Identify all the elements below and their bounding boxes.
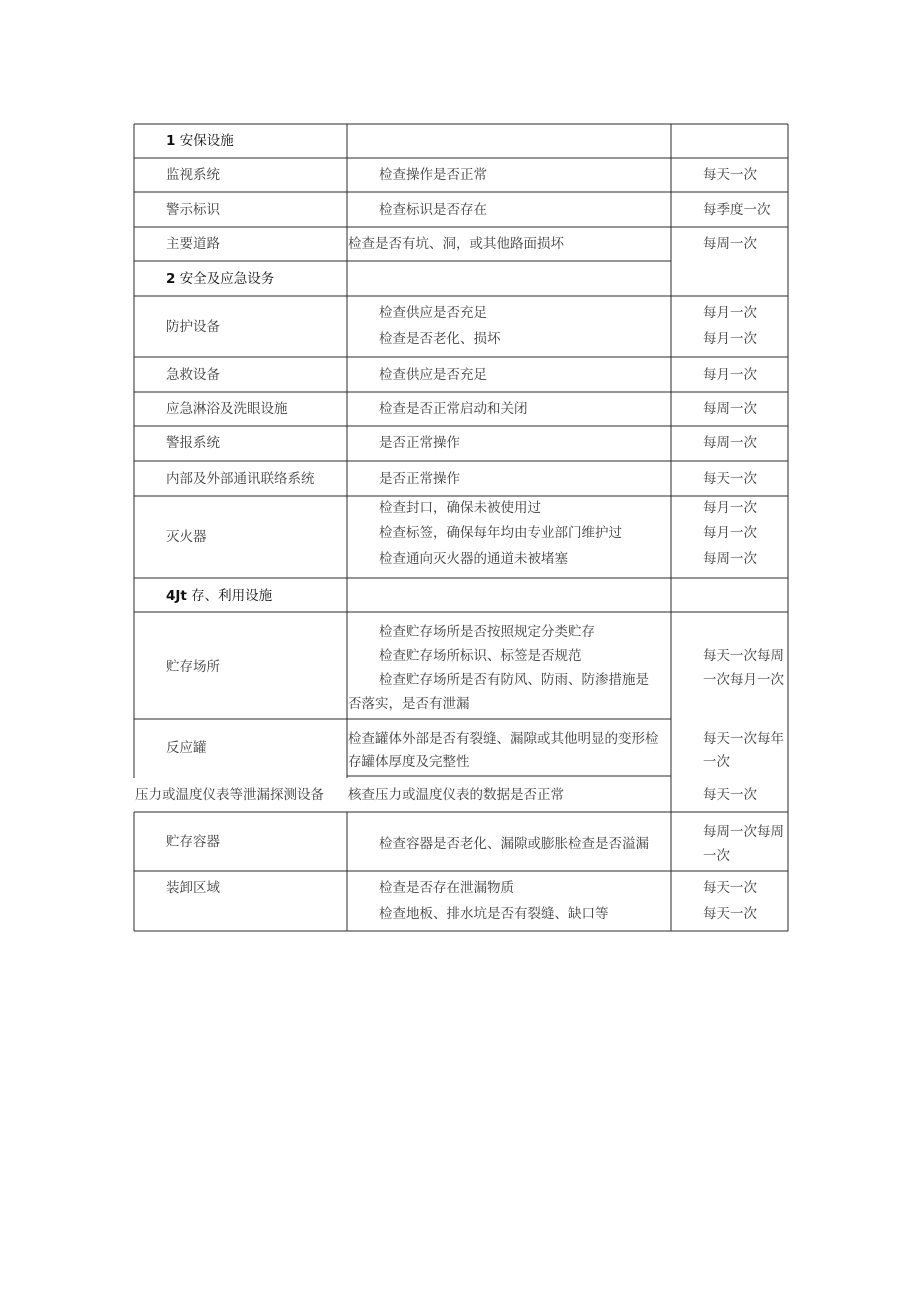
- check-cell: 检查是否存在泄漏物质: [379, 880, 514, 896]
- item-cell: 主要道路: [166, 236, 220, 252]
- check-cell: 检查容器是否老化、漏隙或膨胀检查是否溢漏: [379, 836, 649, 852]
- check-cell: 检查封口，确保未被使用过: [379, 500, 541, 516]
- check-cell: 检查供应是否充足: [379, 305, 487, 321]
- check-cell: 检查贮存场所是否有防风、防雨、防渗措施是: [379, 672, 649, 688]
- item-cell: 内部及外部通讯联络系统: [166, 471, 315, 487]
- frequency-cell: 每天一次: [703, 880, 757, 896]
- section-title: 安全及应急设务: [179, 271, 275, 287]
- section-number: 2: [166, 271, 176, 287]
- section-title: 存、利用设施: [191, 588, 273, 604]
- check-cell: 检查罐体外部是否有裂缝、漏隙或其他明显的变形检: [348, 731, 659, 747]
- check-cell: 是否正常操作: [379, 471, 460, 487]
- frequency-cell: 每天一次: [703, 471, 757, 487]
- frequency-cell: 每周一次: [703, 401, 757, 417]
- item-cell: 灭火器: [166, 529, 207, 545]
- section-title: 安保设施: [179, 133, 234, 149]
- check-cell: 检查贮存场所标识、标签是否规范: [379, 648, 582, 664]
- item-cell: 防护设备: [166, 319, 220, 335]
- frequency-cell: 一次每月一次: [703, 672, 784, 688]
- item-cell: 警报系统: [166, 435, 220, 451]
- frequency-cell: 每月一次: [703, 367, 757, 383]
- check-cell: 检查操作是否正常: [379, 167, 487, 183]
- frequency-cell: 每周一次: [703, 236, 757, 252]
- check-cell: 检查贮存场所是否按照规定分类贮存: [379, 624, 595, 640]
- frequency-cell: 每天一次: [703, 906, 757, 922]
- check-cell: 检查供应是否充足: [379, 367, 487, 383]
- frequency-cell: 一次: [703, 848, 730, 864]
- section-number: 4Jt: [166, 588, 187, 604]
- check-cell: 存罐体厚度及完整性: [348, 754, 470, 770]
- frequency-cell: 每周一次每周: [703, 824, 784, 840]
- item-cell: 压力或温度仪表等泄漏探测设备: [135, 787, 324, 803]
- frequency-cell: 每天一次: [703, 787, 757, 803]
- frequency-cell: 每月一次: [703, 525, 757, 541]
- frequency-cell: 每天一次每年: [703, 731, 784, 747]
- section-header-2: [166, 269, 274, 289]
- frequency-cell: 每月一次: [703, 331, 757, 347]
- item-cell: 应急淋浴及洗眼设施: [166, 401, 288, 417]
- section-header-1: [166, 131, 234, 151]
- frequency-cell: 每月一次: [703, 305, 757, 321]
- check-cell: 检查标签，确保每年均由专业部门维护过: [379, 525, 622, 541]
- item-cell: 急救设备: [166, 367, 220, 383]
- frequency-cell: 每周一次: [703, 435, 757, 451]
- frequency-cell: 一次: [703, 754, 730, 770]
- check-cell: 检查是否正常启动和关闭: [379, 401, 528, 417]
- check-cell: 检查是否老化、损坏: [379, 331, 501, 347]
- frequency-cell: 每周一次: [703, 551, 757, 567]
- frequency-cell: 每月一次: [703, 500, 757, 516]
- item-cell: 警示标识: [166, 202, 220, 218]
- section-header-4: [166, 586, 272, 606]
- item-cell: 贮存场所: [166, 659, 220, 675]
- item-cell: 装卸区域: [166, 880, 220, 896]
- check-cell: 是否正常操作: [379, 435, 460, 451]
- frequency-cell: 每季度一次: [703, 202, 771, 218]
- check-cell: 检查通向灭火器的通道未被堵塞: [379, 551, 568, 567]
- frequency-cell: 每天一次每周: [703, 648, 784, 664]
- item-cell: 反应罐: [166, 740, 207, 756]
- frequency-cell: 每天一次: [703, 167, 757, 183]
- section-number: 1: [166, 133, 176, 149]
- check-cell: 检查标识是否存在: [379, 202, 487, 218]
- check-cell: 否落实，是否有泄漏: [348, 696, 470, 712]
- item-cell: 贮存容器: [166, 834, 220, 850]
- item-cell: 监视系统: [166, 167, 220, 183]
- check-cell: 检查是否有坑、洞，或其他路面损坏: [348, 236, 564, 252]
- check-cell: 检查地板、排水坑是否有裂缝、缺口等: [379, 906, 609, 922]
- check-cell: 核查压力或温度仪表的数据是否正常: [348, 787, 564, 803]
